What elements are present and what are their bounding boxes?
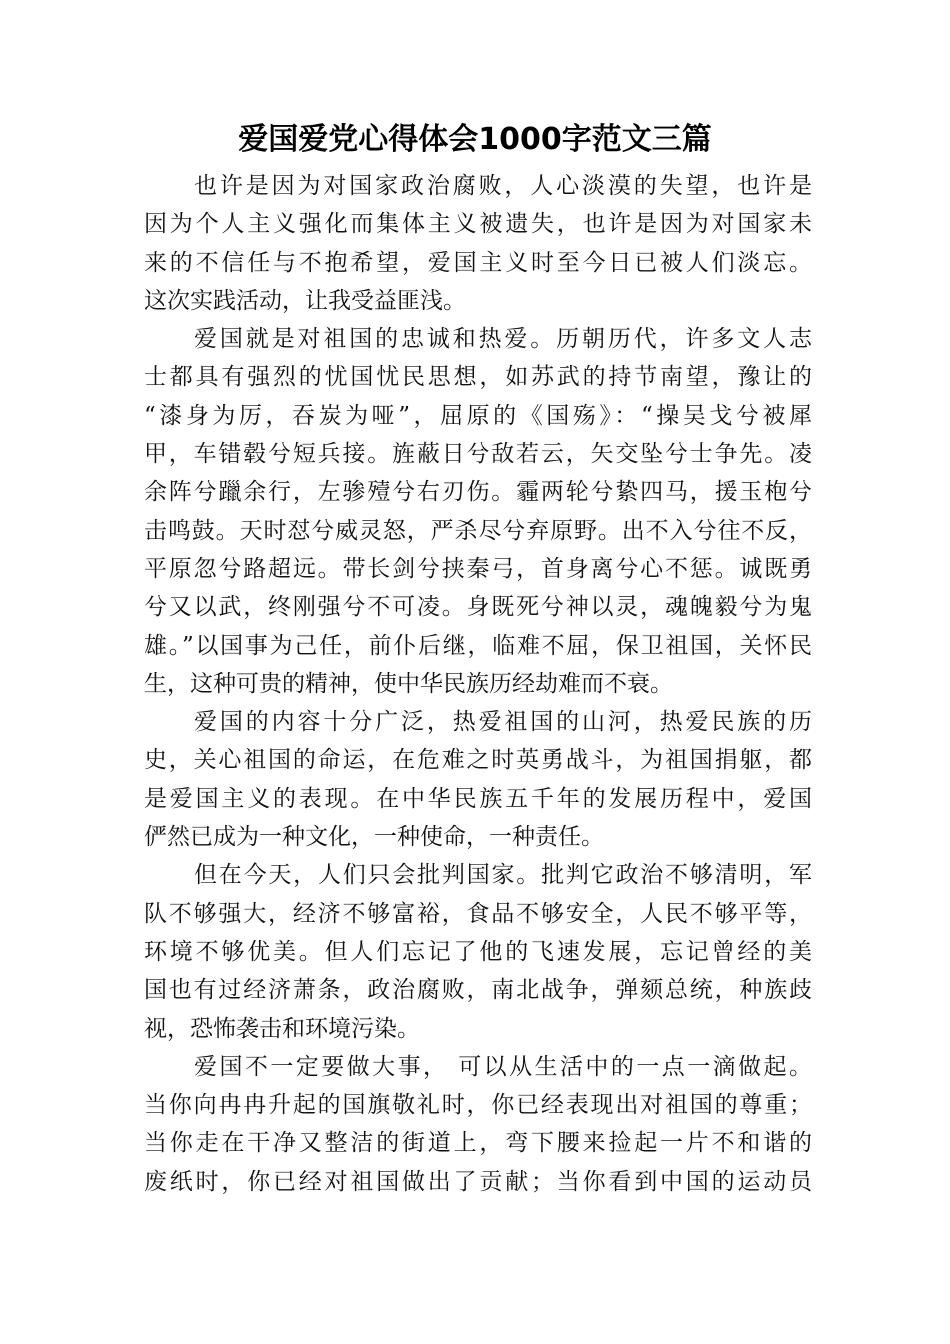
text-line: 士都具有强烈的忧国忧民思想，如苏武的持节南望，豫让的 (144, 364, 812, 391)
text-line: 爱国就是对祖国的忠诚和热爱。历朝历代，许多文人志 (194, 326, 812, 353)
text-line: 甲，车错毂兮短兵接。旌蔽日兮敌若云，矢交坠兮士争先。凌 (144, 441, 812, 468)
text-line: 平原忽兮路超远。带长剑兮挟秦弓，首身离兮心不惩。诚既勇 (144, 555, 812, 582)
text-line: 史，关心祖国的命运，在危难之时英勇战斗，为祖国捐躯，都 (144, 747, 812, 774)
text-line: 国也有过经济萧条，政治腐败，南北战争，弹颏总统，种族歧 (144, 977, 812, 1004)
text-line: 爱国不一定要做大事， 可以从生活中的一点一滴做起。 (194, 1053, 812, 1080)
text-line: 生，这种可贵的精神，使中华民族历经劫难而不衰。 (144, 670, 673, 697)
text-line: 当你向冉冉升起的国旗敬礼时，你已经表现出对祖国的尊重； (144, 1092, 812, 1119)
text-line: 但在今天，人们只会批判国家。批判它政治不够清明，军 (194, 862, 812, 889)
text-line: 视，恐怖袭击和环境污染。 (144, 1015, 420, 1042)
text-line: 环境不够优美。但人们忘记了他的飞速发展，忘记曾经的美 (144, 938, 812, 965)
text-line: 这次实践活动，让我受益匪浅。 (144, 287, 466, 314)
text-line: “漆身为厉，吞炭为哑”，屈原的《国殇》：“操吴戈兮被犀 (144, 402, 812, 429)
text-line: 爱国的内容十分广泛，热爱祖国的山河，热爱民族的历 (194, 709, 812, 736)
text-line: 队不够强大，经济不够富裕，食品不够安全，人民不够平等， (144, 900, 812, 927)
text-line: 余阵兮躐余行，左骖殪兮右刃伤。霾两轮兮絷四马，援玉枹兮 (144, 479, 812, 506)
text-line: 来的不信任与不抱希望，爱国主义时至今日已被人们淡忘。 (144, 249, 812, 276)
text-line: 当你走在干净又整洁的街道上，弯下腰来捡起一片不和谐的 (144, 1130, 812, 1157)
text-line: 俨然已成为一种文化，一种使命，一种责任。 (144, 824, 604, 851)
text-line: 废纸时，你已经对祖国做出了贡献；当你看到中国的运动员 (144, 1168, 812, 1195)
text-line: 也许是因为对国家政治腐败，人心淡漠的失望，也许是 (194, 173, 812, 199)
text-line: 兮又以武，终刚强兮不可凌。身既死兮神以灵，魂魄毅兮为鬼 (144, 594, 812, 621)
document-body (144, 167, 812, 1201)
text-line: 击鸣鼓。天时怼兮威灵怒，严杀尽兮弃原野。出不入兮往不反， (144, 517, 812, 544)
text-line: 雄。”以国事为己任，前仆后继，临难不屈，保卫祖国，关怀民 (144, 632, 812, 659)
text-line: 因为个人主义强化而集体主义被遗失，也许是因为对国家未 (144, 211, 812, 238)
document-title: 爱国爱党心得体会1000字范文三篇 (238, 122, 712, 157)
text-line: 是爱国主义的表现。在中华民族五千年的发展历程中，爱国 (144, 785, 812, 812)
